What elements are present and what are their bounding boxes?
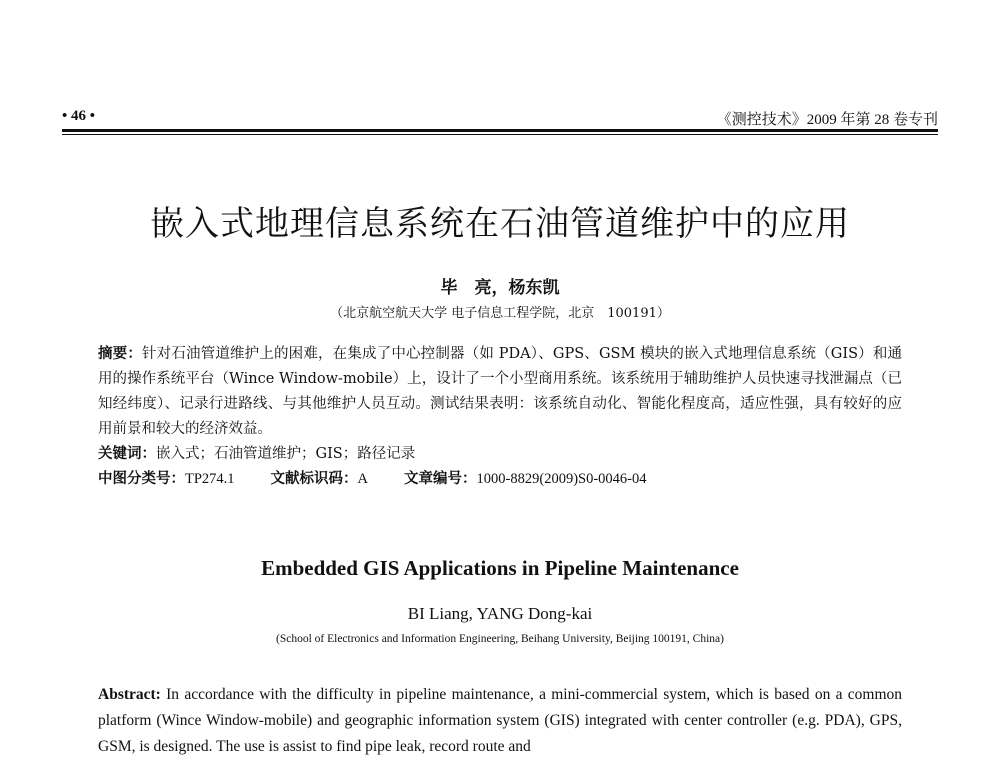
abstract-chinese-label: 摘要： [98,346,142,362]
title-chinese: 嵌入式地理信息系统在石油管道维护中的应用 [150,204,850,244]
header-rule-thick [62,129,938,132]
doc-code-value: A [357,471,369,487]
authors-chinese: 毕 亮，杨东凯 [440,278,560,298]
abstract-english-label: Abstract: [98,686,161,703]
keywords-label: 关键词： [98,446,156,462]
authors-english: BI Liang, YANG Dong-kai [407,604,593,623]
page-header [62,108,938,130]
abstract-chinese [98,342,902,442]
keywords-chinese [98,442,902,467]
abstract-english [98,682,902,760]
affiliation-english: (School of Electronics and Information Engineering, Beihang University, Beijing 100191, China) [276,633,724,645]
journal-info: 《测控技术》2009 年第 28 卷专刊 [716,112,938,128]
abstract-chinese-text: 针对石油管道维护上的困难，在集成了中心控制器（如 PDA）、GPS、GSM 模块的嵌入式地理信息系统（GIS）和通用的操作系统平台（Wince Window-mobile）上，设计了一个小型商用系统。该系统用于辅助维护人员快速寻找泄漏点（已知经纬度）、记录行进路线、与其他维护人员互动。测试结果表明：该系统自动化、智能化程度高，适应性强，具有较好的应用前景和较大的经济效益。 [98,346,902,437]
abstract-english-text: In accordance with the difficulty in pipeline maintenance, a mini-commercial system, which is based on a common platform (Wince Window-mobile) and geographic information system (GIS) integrated with center controller (e.g. PDA), GPS, GSM, is designed. The use is assist to find pipe leak, record route and [98,686,903,755]
header-rule-thin [62,134,938,135]
classification-line [98,467,902,492]
affiliation-chinese: （北京航空航天大学 电子信息工程学院，北京 100191） [330,306,670,321]
page-number: • 46 • [62,108,96,124]
article-number-label: 文章编号： [404,471,477,487]
doc-code-label: 文献标识码： [270,471,358,487]
title-english: Embedded GIS Applications in Pipeline Maintenance [261,556,739,580]
clc-label: 中图分类号： [98,471,185,487]
clc-value: TP274.1 [185,471,235,487]
keywords-text: 嵌入式；石油管道维护；GIS；路径记录 [156,446,416,462]
article-number-value: 1000-8829(2009)S0-0046-04 [476,471,647,487]
